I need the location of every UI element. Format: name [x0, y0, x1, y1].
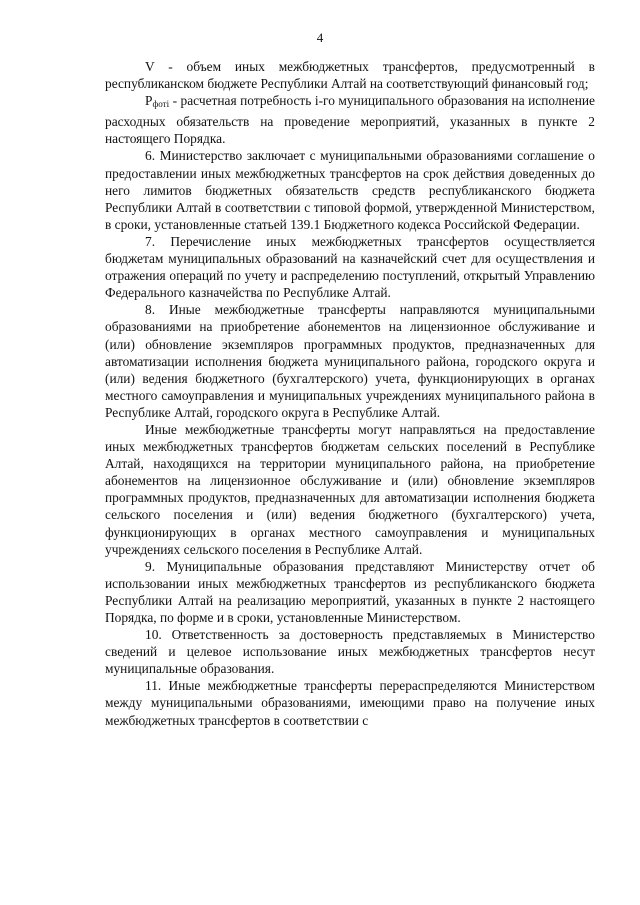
paragraph-item-7: 7. Перечисление иных межбюджетных трансфертов осуществляется бюджетам муниципальных образований на казначейский счет для осуществления и отражения операций по учету и распределению поступлений, открытый Управлению Федерального казначейства по Республике Алтай.: [105, 233, 595, 301]
paragraph-item-8: 8. Иные межбюджетные трансферты направляются муниципальными образованиями на приобретение абонементов на лицензионное обслуживание и (или) обновление экземпляров программных продуктов, предназначенных для автоматизации исполнения бюджета муниципального района, городского округа и (или) ведения бюджетного (бухгалтерского) учета, функционирующих в органах местного самоуправления и муниципальных учреждениях муниципального района в Республике Алтай, городского округа в Республике Алтай.: [105, 302, 595, 420]
paragraph-item-6: 6. Министерство заключает с муниципальными образованиями соглашение о предоставлении иных межбюджетных трансфертов на срок действия доведенных до него лимитов бюджетных обязательств средств республиканского бюджета Республики Алтай в соответствии с типовой формой, утвержденной Министерством, в сроки, установленные статьей 139.1 Бюджетного кодекса Российской Федерации.: [105, 148, 595, 232]
paragraph-item-10: 10. Ответственность за достоверность представляемых в Министерство сведений и целевое использование иных межбюджетных трансфертов несут муниципальные образования.: [105, 627, 595, 677]
formula-symbol: P: [145, 93, 153, 109]
paragraph-p-definition: [105, 92, 595, 147]
formula-subscript: фотi: [152, 99, 170, 110]
page-number: 4: [316, 30, 324, 45]
paragraph-item-9: 9. Муниципальные образования представляют Министерству отчет об использовании иных межбюджетных трансфертов из республиканского бюджета Республики Алтай на реализацию мероприятий, указанных в пункте 2 настоящего Порядка, по форме и в сроки, установленные Министерством.: [105, 558, 595, 625]
paragraph-p-definition-text: - расчетная потребность i-го муниципального образования на исполнение расходных обязательств на проведение мероприятий, указанных в пункте 2 настоящего Порядка.: [105, 93, 595, 147]
paragraph-item-8-continued: Иные межбюджетные трансферты могут направляться на предоставление иных межбюджетных трансфертов бюджетам сельских поселений в Республике Алтай, находящихся на территории муниципального района, на приобретение абонементов на лицензионное обслуживание и (или) обновление экземпляров программных продуктов, предназначенных для автоматизации исполнения бюджета сельского поселения и (или) ведения бюджетного (бухгалтерского) учета, функционирующих в органах местного самоуправления и муниципальных учреждениях сельского поселения в Республике Алтай.: [105, 421, 595, 557]
paragraph-item-11: 11. Иные межбюджетные трансферты перераспределяются Министерством между муниципальными образованиями, имеющими право на получение иных межбюджетных трансфертов в соответствии с: [105, 678, 595, 728]
document-body: [105, 58, 595, 729]
paragraph-v-definition: V - объем иных межбюджетных трансфертов, предусмотренный в республиканском бюджете Республики Алтай на соответствующий финансовый год;: [105, 59, 595, 92]
